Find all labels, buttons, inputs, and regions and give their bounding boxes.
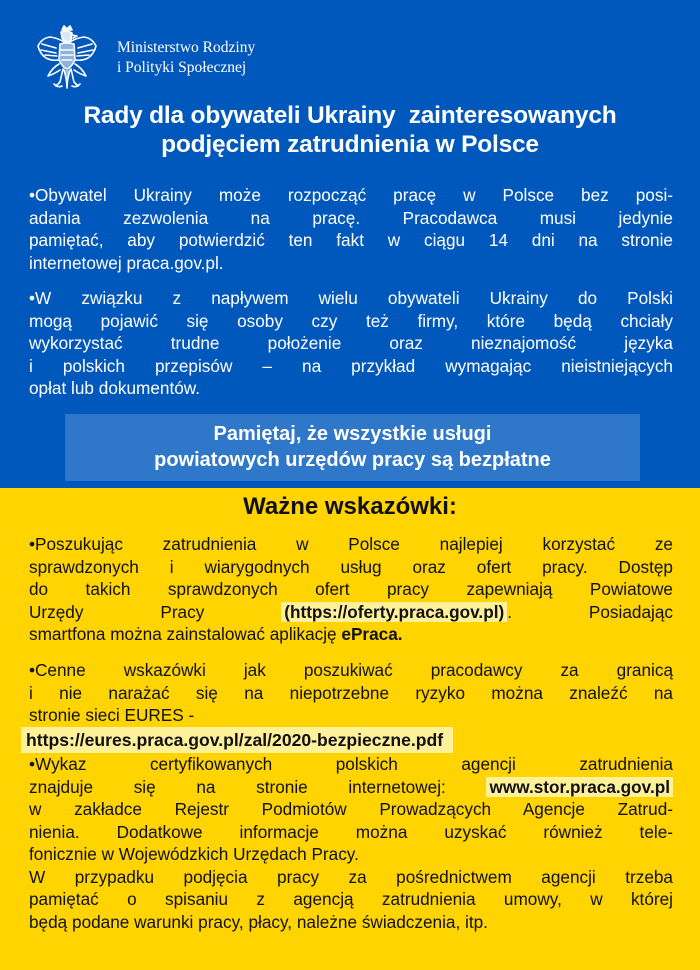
paragraph-work-permit <box>29 184 673 274</box>
ministry-name-line2: i Polityki Społecznej <box>117 59 247 76</box>
tip-line: i nie narażać się na niepotrzebne ryzyko można znaleźć na <box>29 682 673 703</box>
polish-eagle-emblem-icon <box>34 24 100 92</box>
tip-line: pamiętać o spisaniu z agencją zatrudnienia umowy, w której <box>29 889 673 909</box>
paragraph-fraud-warning <box>29 287 673 400</box>
tip-line: będą podane warunki pracy, płacy, należne świadczenia, itp. <box>29 911 488 932</box>
paragraph-line: •Obywatel Ukrainy może rozpocząć pracę w Polsce bez posi- <box>29 185 673 205</box>
tip-line: fonicznie w Wojewódzkich Urzędach Pracy. <box>29 844 359 864</box>
paragraph-line: wykorzystać trudne położenie oraz nieznajomość języka <box>29 333 673 353</box>
ministry-name-line1: Ministerstwo Rodziny <box>117 39 256 56</box>
epraca-app-name: ePraca. <box>341 624 403 644</box>
free-services-notice <box>65 414 640 481</box>
tip-line: •Wykaz certyfikowanych polskich agencji zatrudnienia <box>29 754 673 774</box>
tip-line: W przypadku podjęcia pracy za pośrednictwem agencji trzeba <box>29 866 673 887</box>
tip-text: . Posiadając <box>507 601 673 622</box>
page-title-line2: podjęciem zatrudnienia w Polsce <box>161 131 539 158</box>
eures-link[interactable]: https://eures.praca.gov.pl/zal/2020-bezpieczne.pdf <box>21 727 453 753</box>
paragraph-line: mogą pojawić się osoby czy też firmy, które będą chciały <box>29 310 673 331</box>
paragraph-line: opłat lub dokumentów. <box>29 378 201 398</box>
tip-text: Urzędy Pracy <box>29 601 205 622</box>
page-title-line1: Rady dla obywateli Ukrainy zainteresowanych <box>83 102 617 129</box>
paragraph-line: •W związku z napływem wielu obywateli Ukrainy do Polski <box>29 288 673 308</box>
notice-line1: Pamiętaj, że wszystkie usługi <box>213 423 492 445</box>
tip-line <box>29 623 673 646</box>
tip-text: smartfona można zainstalować aplikację <box>29 624 342 644</box>
tip-eures <box>26 659 673 753</box>
tip-line: do takich sprawdzonych ofert pracy zapewniają Powiatowe <box>29 579 673 599</box>
notice-line2: powiatowych urzędów pracy są bezpłatne <box>154 449 551 471</box>
tip-text: znajduje się na stronie internetowej: <box>29 776 446 797</box>
paragraph-line: i polskich przepisów – na przykład wymagając nieistniejących <box>29 355 673 376</box>
paragraph-line: adania zezwolenia na pracę. Pracodawca musi jedynie <box>29 207 673 228</box>
tip-agencies <box>29 753 673 933</box>
tip-line: •Poszukując zatrudnienia w Polsce najlepiej korzystać ze <box>29 534 673 554</box>
tip-line: nienia. Dodatkowe informacje można uzyskać również tele- <box>29 821 673 842</box>
tip-line: w zakładce Rejestr Podmiotów Prowadzących Agencje Zatrud- <box>29 799 673 819</box>
tip-line: stronie sieci EURES - <box>29 705 195 725</box>
tip-line: sprawdzonych i wiarygodnych usług oraz ofert pracy. Dostęp <box>29 556 673 577</box>
tip-line <box>29 601 673 624</box>
ministry-name <box>117 38 255 78</box>
stor-link[interactable]: www.stor.praca.gov.pl <box>486 777 673 797</box>
paragraph-line: pamiętać, aby potwierdzić ten fakt w ciągu 14 dni na stronie <box>29 230 673 250</box>
oferty-link[interactable]: (https://oferty.praca.gov.pl) <box>281 602 507 622</box>
paragraph-line: internetowej praca.gov.pl. <box>29 252 224 273</box>
tips-heading: Ważne wskazówki: <box>243 493 457 520</box>
page-title <box>0 101 700 159</box>
tip-line <box>29 776 673 799</box>
tip-job-offers <box>29 533 673 646</box>
tip-line: •Cenne wskazówki jak poszukiwać pracodawcy za granicą <box>29 660 673 680</box>
